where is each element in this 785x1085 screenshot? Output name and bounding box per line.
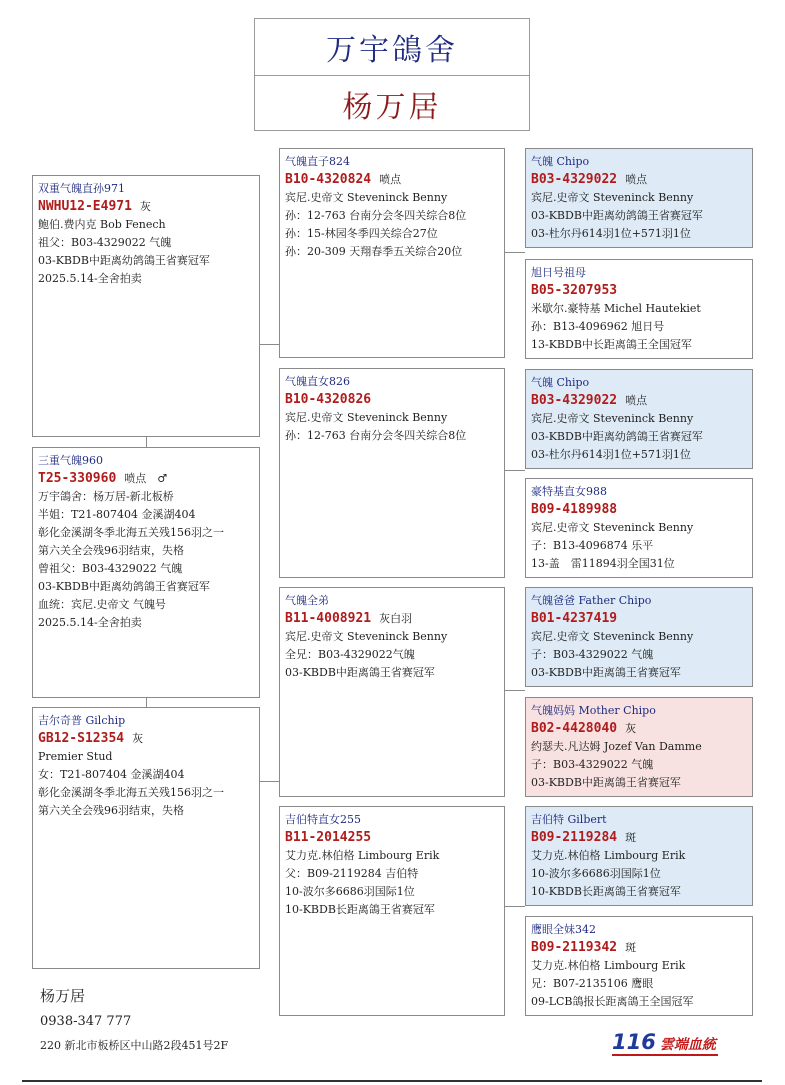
info-line: 彰化金溪湖冬季北海五关残156羽之一 <box>38 526 224 539</box>
info-line: 半姐：T21-807404 金溪湖404 <box>38 508 196 521</box>
feather-color: 灰 <box>625 722 637 735</box>
contact-address: 220 新北市板桥区中山路2段451号2F <box>40 1039 229 1052</box>
owner-contact <box>40 985 228 1053</box>
ring-number-row <box>38 470 254 488</box>
pigeon-card-parent <box>279 806 505 1016</box>
info-line: 艾力克.林伯格 Limbourg Erik <box>531 849 686 862</box>
info-line: 万宇鴿舍：杨万居-新北板桥 <box>38 490 174 503</box>
bottom-divider <box>22 1080 762 1082</box>
ring-number-row <box>285 171 499 189</box>
feather-color: 灰 <box>139 200 151 213</box>
info-line: 孙：20-309 天翔春季五关综合20位 <box>285 245 463 258</box>
info-line: 13-KBDB中长距离鴿王全国冠军 <box>531 338 692 351</box>
ring-number: B11-2014255 <box>285 830 372 845</box>
ring-number-row <box>531 501 747 519</box>
pigeon-name: 气魄妈妈 Mother Chipo <box>531 704 656 717</box>
info-line: 全兄：B03-4329022气魄 <box>285 648 415 661</box>
info-line: 03-KBDB中距离鴿王省赛冠军 <box>285 666 435 679</box>
info-line: 子：B03-4329022 气魄 <box>531 648 654 661</box>
feather-color: 喷点 ♂ <box>124 472 168 485</box>
feather-color: 喷点 <box>625 173 648 186</box>
ring-number-row <box>531 392 747 410</box>
pigeon-card-grandparent <box>525 806 753 906</box>
info-line: 13-盖 雷11894羽全国31位 <box>531 557 675 570</box>
pigeon-card-grandparent <box>525 369 753 469</box>
pigeon-card-subject-2 <box>32 447 260 698</box>
info-line: 宾尼.史帝文 Steveninck Benny <box>531 630 694 643</box>
ring-number-row <box>285 610 499 628</box>
ring-number: B03-4329022 <box>531 172 618 187</box>
ring-number: NWHU12-E4971 <box>38 199 132 214</box>
connector <box>146 698 147 707</box>
feather-color: 灰 <box>132 732 144 745</box>
ring-number: B05-3207953 <box>531 283 618 298</box>
connector <box>260 344 279 345</box>
info-line: 03-KBDB中距离鴿王省赛冠军 <box>531 776 681 789</box>
ring-number-row <box>531 171 747 189</box>
pigeon-card-grandparent <box>525 478 753 578</box>
info-line: 鲍伯.费内克 Bob Fenech <box>38 218 166 231</box>
pigeon-card-grandparent <box>525 916 753 1016</box>
info-line: 第六关全会残96羽结束，失格 <box>38 544 184 557</box>
pigeon-card-subject-3 <box>32 707 260 969</box>
info-line: 03-KBDB中距离幼鸽鴿王省赛冠军 <box>531 209 703 222</box>
ring-number-row <box>285 829 499 847</box>
info-line: 宾尼.史帝文 Steveninck Benny <box>531 191 694 204</box>
info-line: 血统：宾尼.史帝文 气魄号 <box>38 598 166 611</box>
pigeon-card-grandparent <box>525 587 753 687</box>
info-line: 03-KBDB中距离幼鸽鴿王省赛冠军 <box>38 254 210 267</box>
info-line: 2025.5.14-全舍拍卖 <box>38 272 142 285</box>
connector <box>146 437 147 447</box>
info-line: 03-KBDB中距离幼鸽鴿王省赛冠军 <box>531 430 703 443</box>
info-line: 子：B03-4329022 气魄 <box>531 758 654 771</box>
pigeon-name: 旭日号祖母 <box>531 266 586 279</box>
info-line: 祖父：B03-4329022 气魄 <box>38 236 172 249</box>
ring-number: B09-4189988 <box>531 502 618 517</box>
pigeon-name: 气魄爸爸 Father Chipo <box>531 594 652 607</box>
pigeon-name: 三重气魄960 <box>38 454 103 467</box>
ring-number: B03-4329022 <box>531 393 618 408</box>
pigeon-card-subject-1 <box>32 175 260 437</box>
info-line: 孙：12-763 台南分会冬四关综合8位 <box>285 209 467 222</box>
pigeon-card-grandparent <box>525 148 753 248</box>
info-line: 03-KBDB中距离鴿王省赛冠军 <box>531 666 681 679</box>
info-line: 03-杜尔丹614羽1位+571羽1位 <box>531 448 691 461</box>
pigeon-name: 豪特基直女988 <box>531 485 607 498</box>
brand-logo <box>612 1030 716 1054</box>
info-line: 子：B13-4096874 乐平 <box>531 539 654 552</box>
info-line: 父：B09-2119284 吉伯特 <box>285 867 419 880</box>
ring-number: B09-2119342 <box>531 940 618 955</box>
ring-number-row <box>531 829 747 847</box>
ring-number-row <box>531 939 747 957</box>
info-line: 孙：B13-4096962 旭日号 <box>531 320 665 333</box>
connector <box>260 781 279 782</box>
connector <box>505 906 525 907</box>
info-line: 孙：12-763 台南分会冬四关综合8位 <box>285 429 467 442</box>
logo-underline <box>612 1054 718 1056</box>
pigeon-card-grandparent <box>525 259 753 359</box>
contact-phone: 0938-347 777 <box>40 1014 132 1029</box>
contact-name: 杨万居 <box>40 987 86 1005</box>
ring-number-row <box>38 198 254 216</box>
info-line: 女：T21-807404 金溪湖404 <box>38 768 185 781</box>
pigeon-name: 鹰眼全妹342 <box>531 923 596 936</box>
ring-number: B09-2119284 <box>531 830 618 845</box>
ring-number: GB12-S12354 <box>38 731 125 746</box>
info-line: 孙：15-林园冬季四关综合27位 <box>285 227 438 240</box>
info-line: 10-波尔多6686羽国际1位 <box>285 885 415 898</box>
logo-number: 116 <box>612 1030 656 1054</box>
feather-color: 喷点 <box>625 394 648 407</box>
ring-number: B10-4320826 <box>285 392 372 407</box>
pigeon-name: 气魄 Chipo <box>531 155 590 168</box>
info-line: 曾祖父：B03-4329022 气魄 <box>38 562 183 575</box>
info-line: 艾力克.林伯格 Limbourg Erik <box>285 849 440 862</box>
info-line: 10-KBDB长距离鴿王省赛冠军 <box>285 903 435 916</box>
owner-name: 杨万居 <box>342 90 442 125</box>
pedigree-header <box>254 18 530 131</box>
pigeon-name: 双重气魄直孙971 <box>38 182 125 195</box>
feather-color: 喷点 <box>379 173 402 186</box>
info-line: Premier Stud <box>38 750 113 763</box>
info-line: 艾力克.林伯格 Limbourg Erik <box>531 959 686 972</box>
ring-number-row <box>531 282 747 300</box>
info-line: 09-LCB鴿报长距离鴿王全国冠军 <box>531 995 694 1008</box>
info-line: 10-KBDB长距离鴿王省赛冠军 <box>531 885 681 898</box>
pigeon-name: 气魄全弟 <box>285 594 329 607</box>
info-line: 米歇尔.豪特基 Michel Hautekiet <box>531 302 701 315</box>
connector <box>505 690 525 691</box>
info-line: 约瑟夫.凡达姆 Jozef Van Damme <box>531 740 702 753</box>
ring-number: B10-4320824 <box>285 172 372 187</box>
feather-color: 灰白羽 <box>379 612 413 625</box>
pigeon-name: 气魄直子824 <box>285 155 350 168</box>
ring-number-row <box>38 730 254 748</box>
pigeon-card-parent <box>279 587 505 797</box>
pigeon-name: 吉尔奇普 Gilchip <box>38 714 126 727</box>
ring-number-row <box>531 610 747 628</box>
feather-color: 斑 <box>625 831 637 844</box>
info-line: 宾尼.史帝文 Steveninck Benny <box>285 411 448 424</box>
feather-color: 斑 <box>625 941 637 954</box>
pigeon-name: 气魄直女826 <box>285 375 350 388</box>
logo-text: 雲端血統 <box>659 1037 716 1053</box>
ring-number-row <box>285 391 499 409</box>
ring-number: B01-4237419 <box>531 611 618 626</box>
pigeon-name: 吉伯特 Gilbert <box>531 813 607 826</box>
info-line: 宾尼.史帝文 Steveninck Benny <box>531 412 694 425</box>
connector <box>505 470 525 471</box>
ring-number: T25-330960 <box>38 471 117 486</box>
pigeon-name: 吉伯特直女255 <box>285 813 361 826</box>
info-line: 兄：B07-2135106 鹰眼 <box>531 977 654 990</box>
info-line: 宾尼.史帝文 Steveninck Benny <box>285 191 448 204</box>
ring-number: B11-4008921 <box>285 611 372 626</box>
info-line: 03-杜尔丹614羽1位+571羽1位 <box>531 227 691 240</box>
connector <box>505 252 525 253</box>
info-line: 10-波尔多6686羽国际1位 <box>531 867 661 880</box>
info-line: 宾尼.史帝文 Steveninck Benny <box>531 521 694 534</box>
info-line: 2025.5.14-全舍拍卖 <box>38 616 142 629</box>
info-line: 03-KBDB中距离幼鸽鴿王省赛冠军 <box>38 580 210 593</box>
ring-number-row <box>531 720 747 738</box>
info-line: 彰化金溪湖冬季北海五关残156羽之一 <box>38 786 224 799</box>
ring-number: B02-4428040 <box>531 721 618 736</box>
pigeon-card-grandparent <box>525 697 753 797</box>
pigeon-name: 气魄 Chipo <box>531 376 590 389</box>
loft-name: 万宇鴿舍 <box>255 19 529 76</box>
pigeon-card-parent <box>279 148 505 358</box>
pigeon-card-parent <box>279 368 505 578</box>
info-line: 第六关全会残96羽结束，失格 <box>38 804 184 817</box>
info-line: 宾尼.史帝文 Steveninck Benny <box>285 630 448 643</box>
